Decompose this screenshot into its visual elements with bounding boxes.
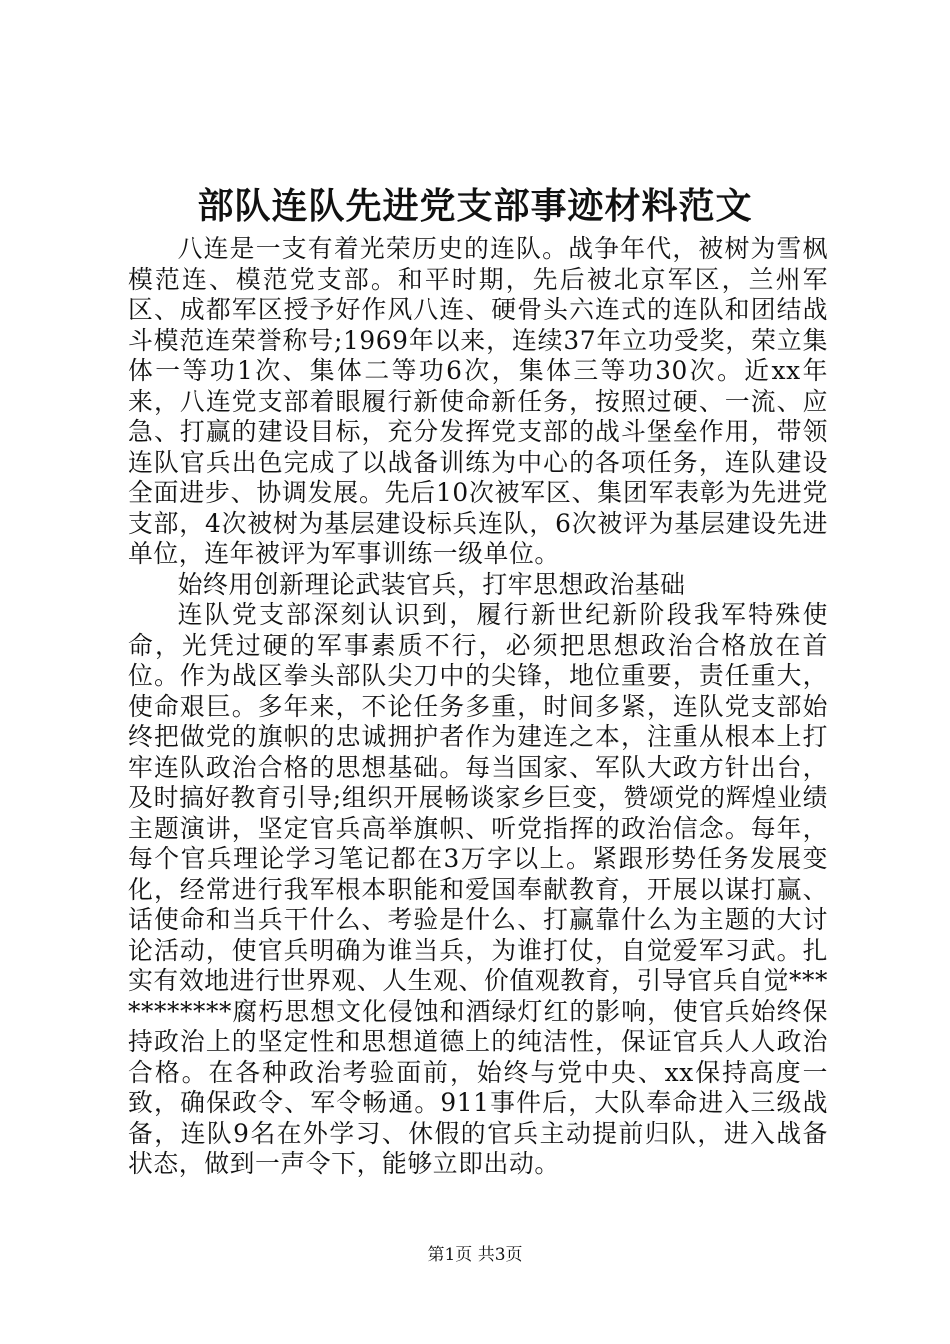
- page-footer: 第1页 共3页: [427, 1245, 523, 1265]
- paragraph-section-body: 连队党支部深刻认识到，履行新世纪新阶段我军特殊使命，光凭过硬的军事素质不行，必须把思想政治合格放在首位。作为战区拳头部队尖刀中的尖锋，地位重要，责任重大，使命艰巨。多年来，不论任务多重，时间多紧，连队党支部始终把做党的旗帜的忠诚拥护者作为建连之本，注重从根本上打牢连队政治合格的思想基础。每当国家、军队大政方针出台，及时搞好教育引导;组织开展畅谈家乡巨变，赞颂党的辉煌业绩主题演讲，坚定官兵高举旗帜、听党指挥的政治信念。每年，每个官兵理论学习笔记都在3万字以上。紧跟形势任务发展变化，经常进行我军根本职能和爱国奉献教育，开展以谋打赢、话使命和当兵干什么、考验是什么、打赢靠什么为主题的大讨论活动，使官兵明确为谁当兵，为谁打仗，自觉爱军习武。扎实有效地进行世界观、人生观、价值观教育，引导官兵自觉***********腐朽思想文化侵蚀和酒绿灯红的影响，使官兵始终保持政治上的坚定性和思想道德上的纯洁性，保证官兵人人政治合格。在各种政治考验面前，始终与党中央、xx保持高度一致，确保政令、军令畅通。911事件后，大队奉命进入三级战备，连队9名在外学习、休假的官兵主动提前归队，进入战备状态，做到一声令下，能够立即出动。: [128, 600, 828, 1178]
- document-title: 部队连队先进党支部事迹材料范文: [197, 185, 753, 227]
- paragraph-intro: 八连是一支有着光荣历史的连队。战争年代，被树为雪枫模范连、模范党支部。和平时期，先后被北京军区，兰州军区、成都军区授予好作风八连、硬骨头六连式的连队和团结战斗模范连荣誉称号;1969年以来，连续37年立功受奖，荣立集体一等功1次、集体二等功6次，集体三等功30次。近xx年来，八连党支部着眼履行新使命新任务，按照过硬、一流、应急、打赢的建设目标，充分发挥党支部的战斗堡垒作用，带领连队官兵出色完成了以战备训练为中心的各项任务，连队建设全面进步、协调发展。先后10次被军区、集团军表彰为先进党支部，4次被树为基层建设标兵连队，6次被评为基层建设先进单位，连年被评为军事训练一级单位。: [128, 234, 828, 568]
- document-body: [128, 234, 828, 1180]
- section-heading: 始终用创新理论武装官兵，打牢思想政治基础: [177, 569, 686, 599]
